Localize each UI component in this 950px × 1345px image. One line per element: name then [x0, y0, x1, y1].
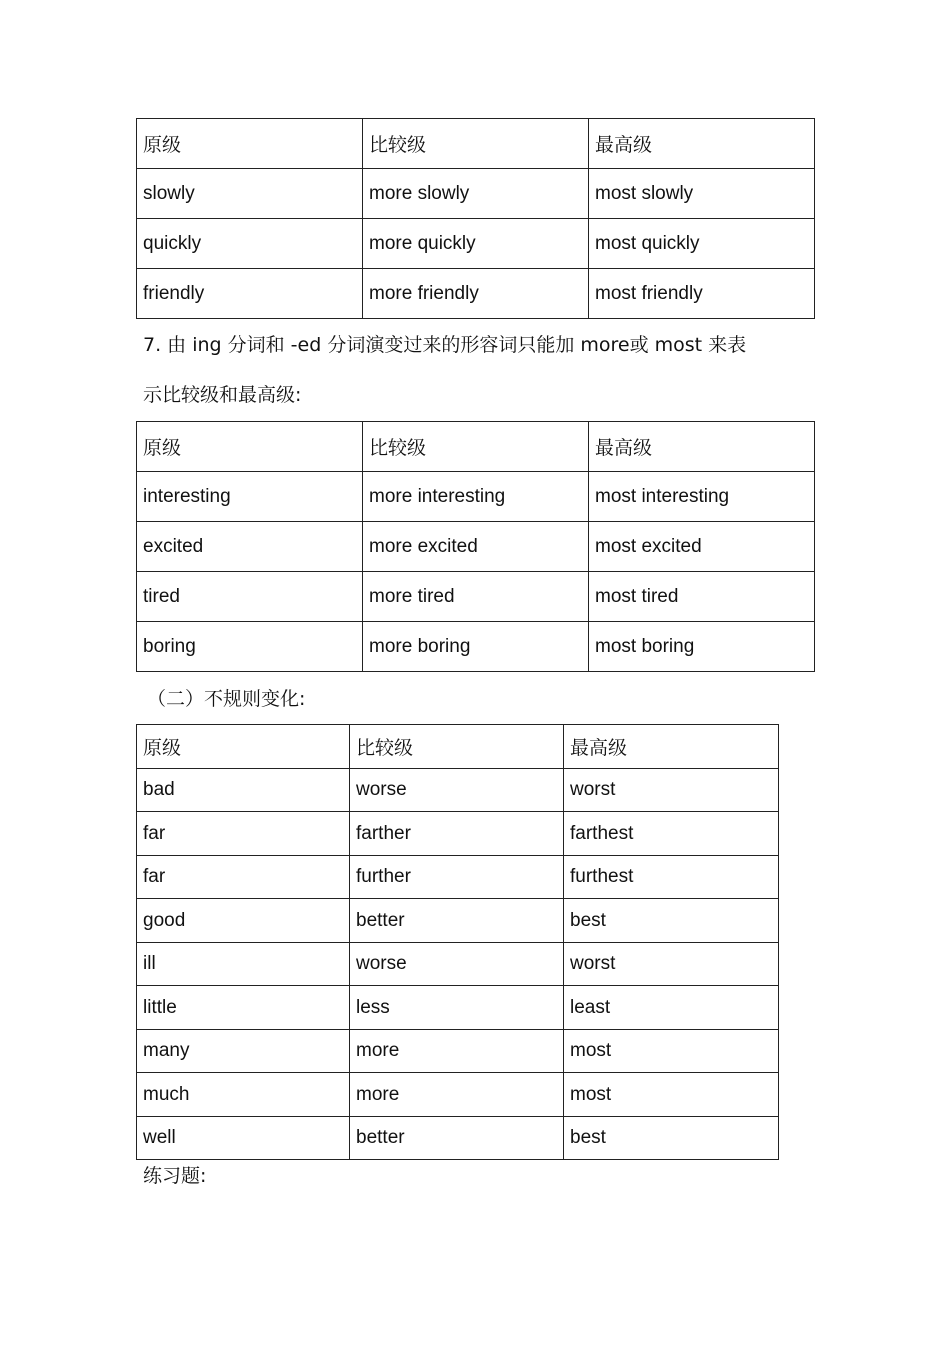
header-superlative: 最高级: [589, 422, 815, 472]
table-header-row: [137, 422, 815, 472]
table-row: [137, 986, 779, 1030]
header-positive: 原级: [137, 725, 350, 769]
table-header-row: [137, 725, 779, 769]
cell-superlative: worst: [564, 942, 779, 986]
cell-superlative: most interesting: [589, 472, 815, 522]
table-row: [137, 812, 779, 856]
cell-superlative: most quickly: [589, 219, 815, 269]
cell-positive: quickly: [137, 219, 363, 269]
table-row: [137, 942, 779, 986]
exercise-heading: 练习题:: [143, 1165, 207, 1187]
irregular-forms-table: [136, 724, 779, 1160]
cell-superlative: most slowly: [589, 169, 815, 219]
header-positive: 原级: [137, 119, 363, 169]
table-row: [137, 768, 779, 812]
cell-superlative: most friendly: [589, 269, 815, 319]
cell-positive: many: [137, 1029, 350, 1073]
cell-positive: ill: [137, 942, 350, 986]
table-row: [137, 169, 815, 219]
cell-positive: friendly: [137, 269, 363, 319]
cell-superlative: most: [564, 1029, 779, 1073]
header-comparative: 比较级: [363, 119, 589, 169]
cell-positive: interesting: [137, 472, 363, 522]
paragraph-7-line-2: 示比较级和最高级:: [143, 384, 302, 406]
cell-positive: slowly: [137, 169, 363, 219]
cell-positive: good: [137, 899, 350, 943]
table-header-row: [137, 119, 815, 169]
cell-superlative: most excited: [589, 522, 815, 572]
cell-superlative: least: [564, 986, 779, 1030]
table-row: [137, 219, 815, 269]
cell-superlative: worst: [564, 768, 779, 812]
cell-comparative: better: [350, 899, 564, 943]
header-comparative: 比较级: [363, 422, 589, 472]
cell-comparative: more interesting: [363, 472, 589, 522]
table-row: [137, 1116, 779, 1160]
cell-comparative: more tired: [363, 572, 589, 622]
cell-positive: excited: [137, 522, 363, 572]
header-superlative: 最高级: [564, 725, 779, 769]
header-positive: 原级: [137, 422, 363, 472]
cell-comparative: less: [350, 986, 564, 1030]
cell-positive: far: [137, 855, 350, 899]
cell-superlative: best: [564, 899, 779, 943]
cell-superlative: most boring: [589, 622, 815, 672]
cell-superlative: best: [564, 1116, 779, 1160]
irregular-changes-heading: （二）不规则变化:: [147, 688, 306, 710]
cell-positive: bad: [137, 768, 350, 812]
cell-positive: tired: [137, 572, 363, 622]
cell-positive: far: [137, 812, 350, 856]
cell-comparative: more quickly: [363, 219, 589, 269]
table-row: [137, 522, 815, 572]
cell-comparative: worse: [350, 942, 564, 986]
participle-adjective-table: [136, 421, 815, 672]
table-row: [137, 572, 815, 622]
cell-superlative: furthest: [564, 855, 779, 899]
cell-superlative: farthest: [564, 812, 779, 856]
cell-comparative: better: [350, 1116, 564, 1160]
table-row: [137, 855, 779, 899]
table-row: [137, 899, 779, 943]
cell-comparative: more friendly: [363, 269, 589, 319]
cell-comparative: more: [350, 1029, 564, 1073]
paragraph-7-line-1: 7. 由 ing 分词和 -ed 分词演变过来的形容词只能加 more或 most 来表: [143, 334, 747, 356]
table-row: [137, 1029, 779, 1073]
cell-positive: well: [137, 1116, 350, 1160]
cell-comparative: more: [350, 1073, 564, 1117]
cell-comparative: more slowly: [363, 169, 589, 219]
cell-positive: little: [137, 986, 350, 1030]
cell-comparative: more excited: [363, 522, 589, 572]
cell-superlative: most tired: [589, 572, 815, 622]
cell-positive: much: [137, 1073, 350, 1117]
cell-comparative: further: [350, 855, 564, 899]
header-comparative: 比较级: [350, 725, 564, 769]
regular-adverb-table: [136, 118, 815, 319]
table-row: [137, 269, 815, 319]
cell-comparative: farther: [350, 812, 564, 856]
cell-comparative: worse: [350, 768, 564, 812]
table-row: [137, 622, 815, 672]
cell-comparative: more boring: [363, 622, 589, 672]
table-row: [137, 1073, 779, 1117]
table-row: [137, 472, 815, 522]
cell-superlative: most: [564, 1073, 779, 1117]
cell-positive: boring: [137, 622, 363, 672]
header-superlative: 最高级: [589, 119, 815, 169]
